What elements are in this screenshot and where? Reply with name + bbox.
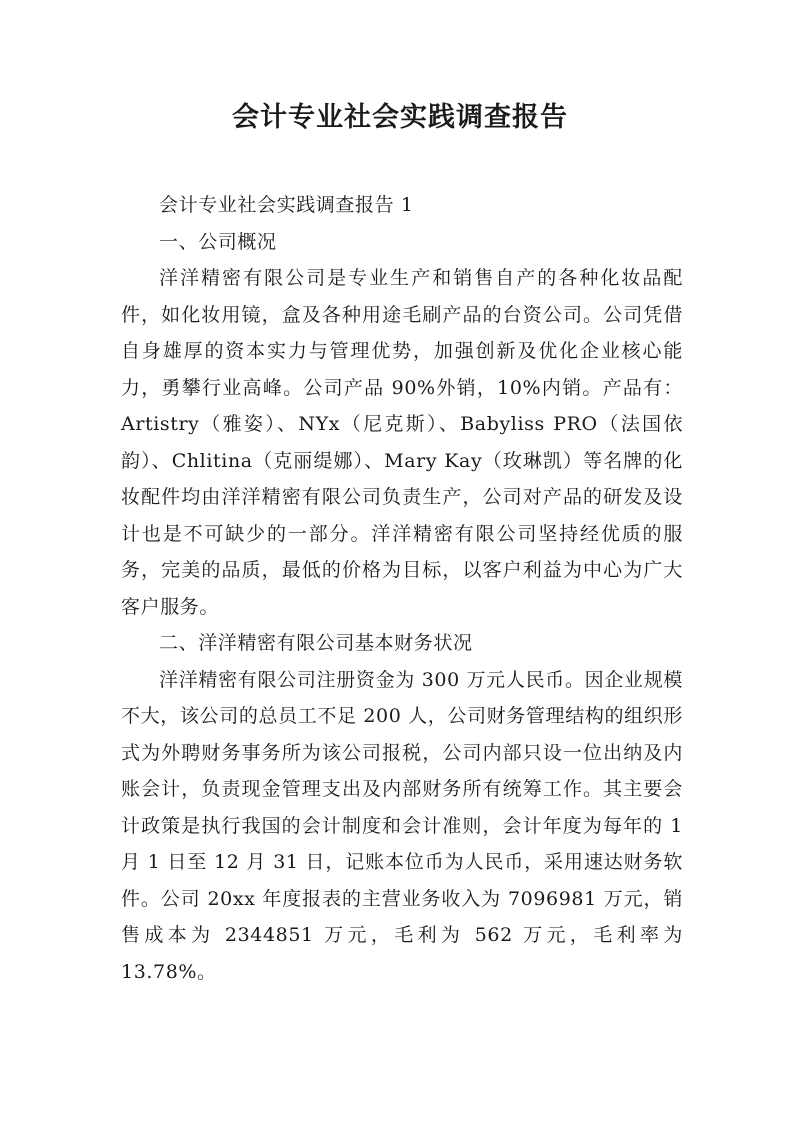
paragraph-company-overview: 洋洋精密有限公司是专业生产和销售自产的各种化妆品配件，如化妆用镜，盒及各种用途毛刷产品的台资公司。公司凭借自身雄厚的资本实力与管理优势，加强创新及优化企业核心能力，勇攀行业高峰。公司产品 90%外销，10%内销。产品有：Artistry（雅姿）、NYx（尼克斯）、Babyliss PRO（法国依韵）、Chlitina（克丽缇娜）、Mary Kay（玫琳凯）等名牌的化妆配件均由洋洋精密有限公司负责生产，公司对产品的研发及设计也是不可缺少的一部分。洋洋精密有限公司坚持经优质的服务，完美的品质，最低的价格为目标，以客户利益为中心为广大客户服务。 — [121, 267, 683, 618]
section-heading-company-overview: 一、公司概况 — [159, 230, 277, 253]
paragraph-financial-status: 洋洋精密有限公司注册资金为 300 万元人民币。因企业规模不大，该公司的总员工不足 200 人，公司财务管理结构的组织形式为外聘财务事务所为该公司报税，公司内部只设一位出纳及内账会计，负责现金管理支出及内部财务所有统筹工作。其主要会计政策是执行我国的会计制度和会计准则，会计年度为每年的 1 月 1 日至 12 月 31 日，记账本位币为人民币，采用速达财务软件。公司 20xx 年度报表的主营业务收入为 7096981 万元，销售成本为 2344851 万元，毛利为 562 万元，毛利率为 13.78%。 — [121, 668, 683, 983]
document-title: 会计专业社会实践调查报告 — [232, 102, 568, 133]
document-body — [121, 187, 683, 990]
section-heading-financial-status: 二、洋洋精密有限公司基本财务状况 — [159, 632, 473, 654]
report-subtitle: 会计专业社会实践调查报告 1 — [159, 194, 414, 216]
